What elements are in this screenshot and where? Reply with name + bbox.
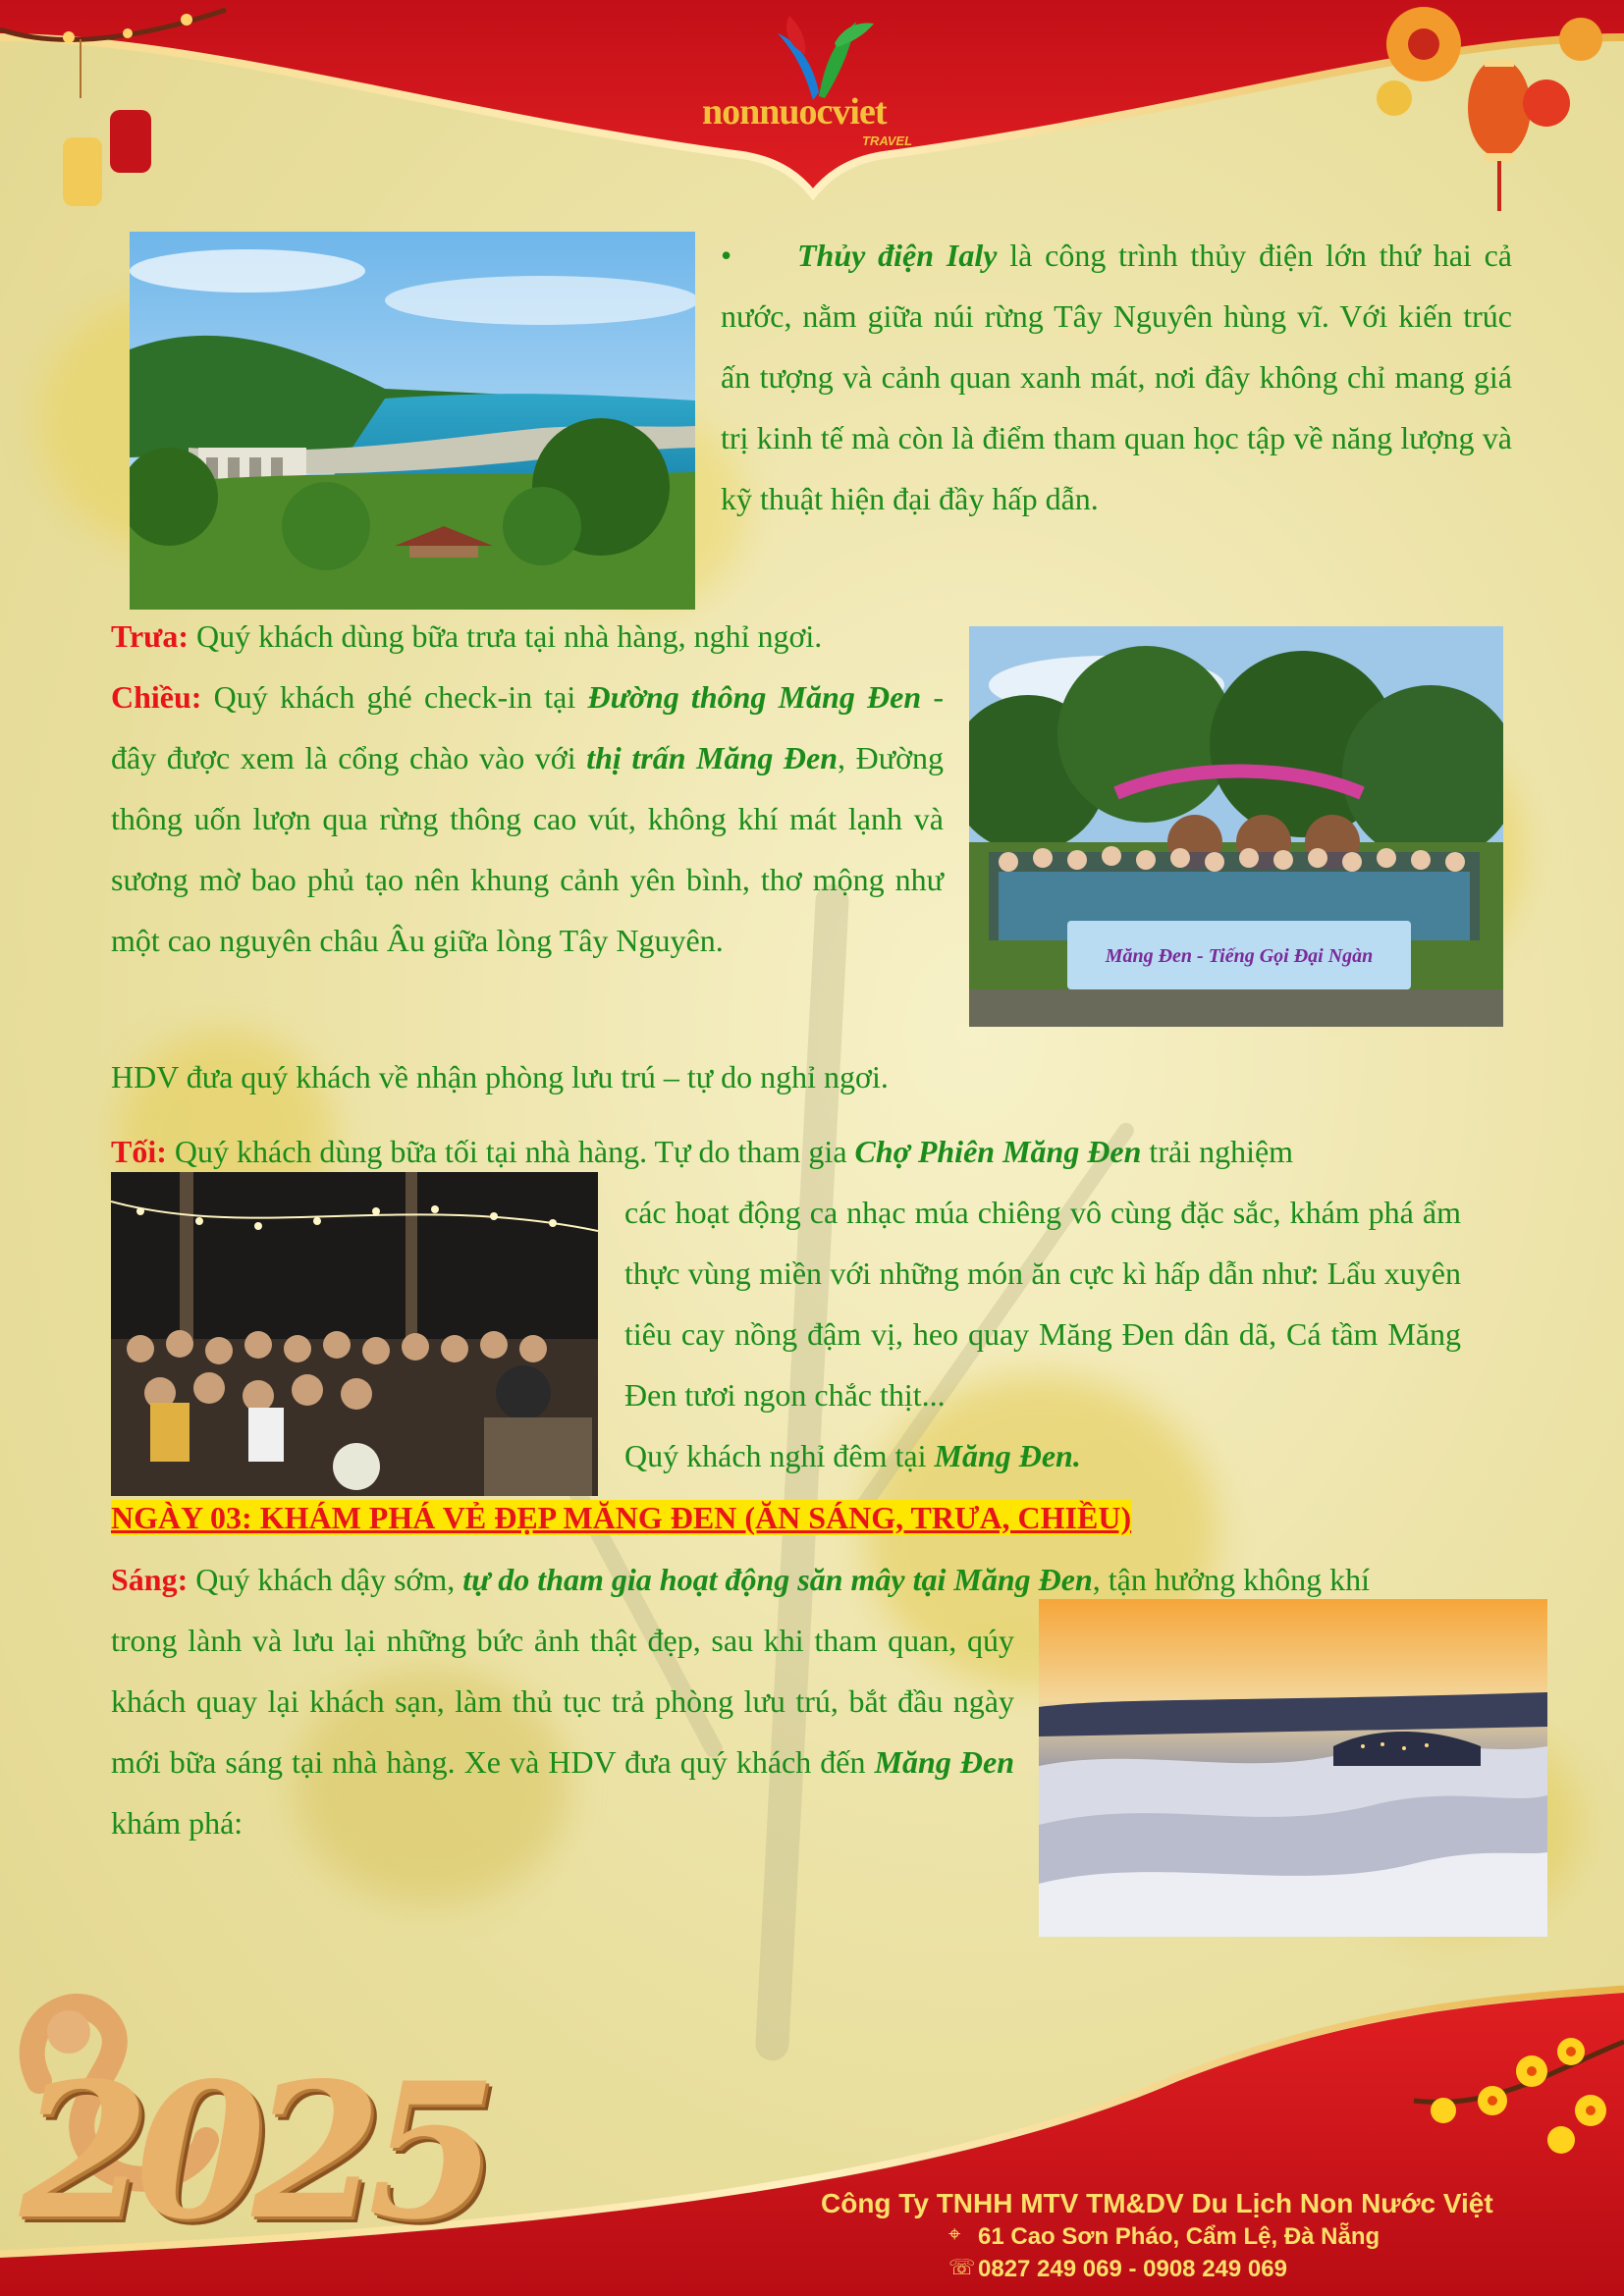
ialy-title: Thủy điện Ialy — [797, 238, 998, 273]
banner-sign-text: Măng Đen - Tiếng Gọi Đại Ngàn — [1105, 945, 1374, 967]
checkin-paragraph — [111, 1046, 1486, 1107]
evening-label: Tối: — [111, 1134, 167, 1169]
year-graphic: 2025 — [20, 2042, 484, 2261]
location-pin-icon: ⌖ — [948, 2221, 961, 2246]
logo-text: nonnuocviet — [702, 91, 887, 133]
morning-t4: khám phá: — [111, 1805, 244, 1841]
footer-banner — [0, 1963, 1624, 2296]
group-checkin-photo — [969, 626, 1503, 1027]
morning-t2: , tận hưởng không khí — [1092, 1562, 1370, 1597]
lunch-text: Quý khách dùng bữa trưa tại nhà hàng, nghỉ ngơi. — [189, 618, 823, 654]
lunch-label: Trưa: — [111, 618, 189, 654]
evening-body — [624, 1182, 1461, 1486]
company-name: Công Ty TNHH MTV TM&DV Du Lịch Non Nước Việt — [821, 2188, 1493, 2218]
company-phone: 0827 249 069 - 0908 249 069 — [978, 2256, 1287, 2282]
morning-label: Sáng: — [111, 1562, 189, 1597]
checkin-text: HDV đưa quý khách về nhận phòng lưu trú – tự do nghỉ ngơi. — [111, 1059, 889, 1095]
morning-t1: Quý khách dậy sớm, — [188, 1562, 463, 1597]
evening-t1: Quý khách dùng bữa tối tại nhà hàng. Tự do tham gia — [166, 1134, 855, 1169]
afternoon-t1: Quý khách ghé check-in tại — [201, 679, 588, 715]
bullet: • — [721, 238, 732, 273]
ialy-dam-photo — [130, 232, 695, 610]
evening-t4: Quý khách nghỉ đêm tại — [624, 1438, 935, 1473]
evening-b2: Măng Đen. — [934, 1438, 1081, 1473]
evening-t2: trải nghiệm — [1141, 1134, 1294, 1169]
afternoon-label: Chiều: — [111, 679, 202, 715]
day3-heading — [111, 1487, 1486, 1548]
morning-b1: tự do tham gia hoạt động săn mây tại Măng Đen — [462, 1562, 1093, 1597]
day3-heading-text: NGÀY 03: KHÁM PHÁ VẺ ĐẸP MĂNG ĐEN (ĂN SÁNG, TRƯA, CHIỀU) — [111, 1500, 1132, 1535]
ialy-description — [721, 225, 1512, 529]
evening-t3: các hoạt động ca nhạc múa chiêng vô cùng đặc sắc, khám phá ẩm thực vùng miền với những món ăn cực kì hấp dẫn như: Lẩu xuyên tiêu cay nồng đậm vị, heo quay Măng Đen dân dã, Cá tầm Măng Đen tươi ngon chắc thịt... — [624, 1195, 1461, 1413]
afternoon-b2: thị trấn Măng Đen — [586, 740, 839, 775]
header-banner — [0, 0, 1624, 211]
lunch-paragraph — [111, 606, 955, 667]
afternoon-b1: Đường thông Măng Đen — [587, 679, 922, 715]
morning-b2: Măng Đen — [874, 1744, 1015, 1780]
afternoon-paragraph — [111, 667, 944, 971]
morning-body — [111, 1610, 1014, 1853]
phone-icon: ☏ — [948, 2255, 976, 2279]
afternoon-t3: , Đường thông uốn lượn qua rừng thông cao vút, không khí mát lạnh và sương mờ bao phủ tạo nên khung cảnh yên bình, thơ mộng như một cao nguyên châu Âu giữa lòng Tây Nguyên. — [111, 740, 945, 958]
cloud-hunting-photo — [1039, 1599, 1547, 1937]
logo-subtext: TRAVEL — [862, 133, 913, 148]
company-address: 61 Cao Sơn Pháo, Cẩm Lệ, Đà Nẵng — [978, 2223, 1380, 2250]
night-market-photo — [111, 1172, 598, 1496]
brand-logo — [687, 14, 943, 161]
ialy-text: là công trình thủy điện lớn thứ hai cả nước, nằm giữa núi rừng Tây Nguyên hùng vĩ. Với kiến trúc ấn tượng và cảnh quan xanh mát, nơi đây không chỉ mang giá trị kinh tế mà còn là điểm tham quan học tập về năng lượng và kỹ thuật hiện đại đầy hấp dẫn. — [721, 238, 1513, 516]
morning-t3: trong lành và lưu lại những bức ảnh thật đẹp, sau khi tham quan, qúy khách quay lại khách sạn, làm thủ tục trả phòng lưu trú, bắt đầu ngày mới bữa sáng tại nhà hàng. Xe và HDV đưa quý khách đến — [111, 1623, 1014, 1780]
leaf-icon — [687, 14, 943, 102]
afternoon-t2: - đây được xem là cổng chào vào với — [111, 679, 945, 775]
evening-b1: Chợ Phiên Măng Đen — [854, 1134, 1142, 1169]
